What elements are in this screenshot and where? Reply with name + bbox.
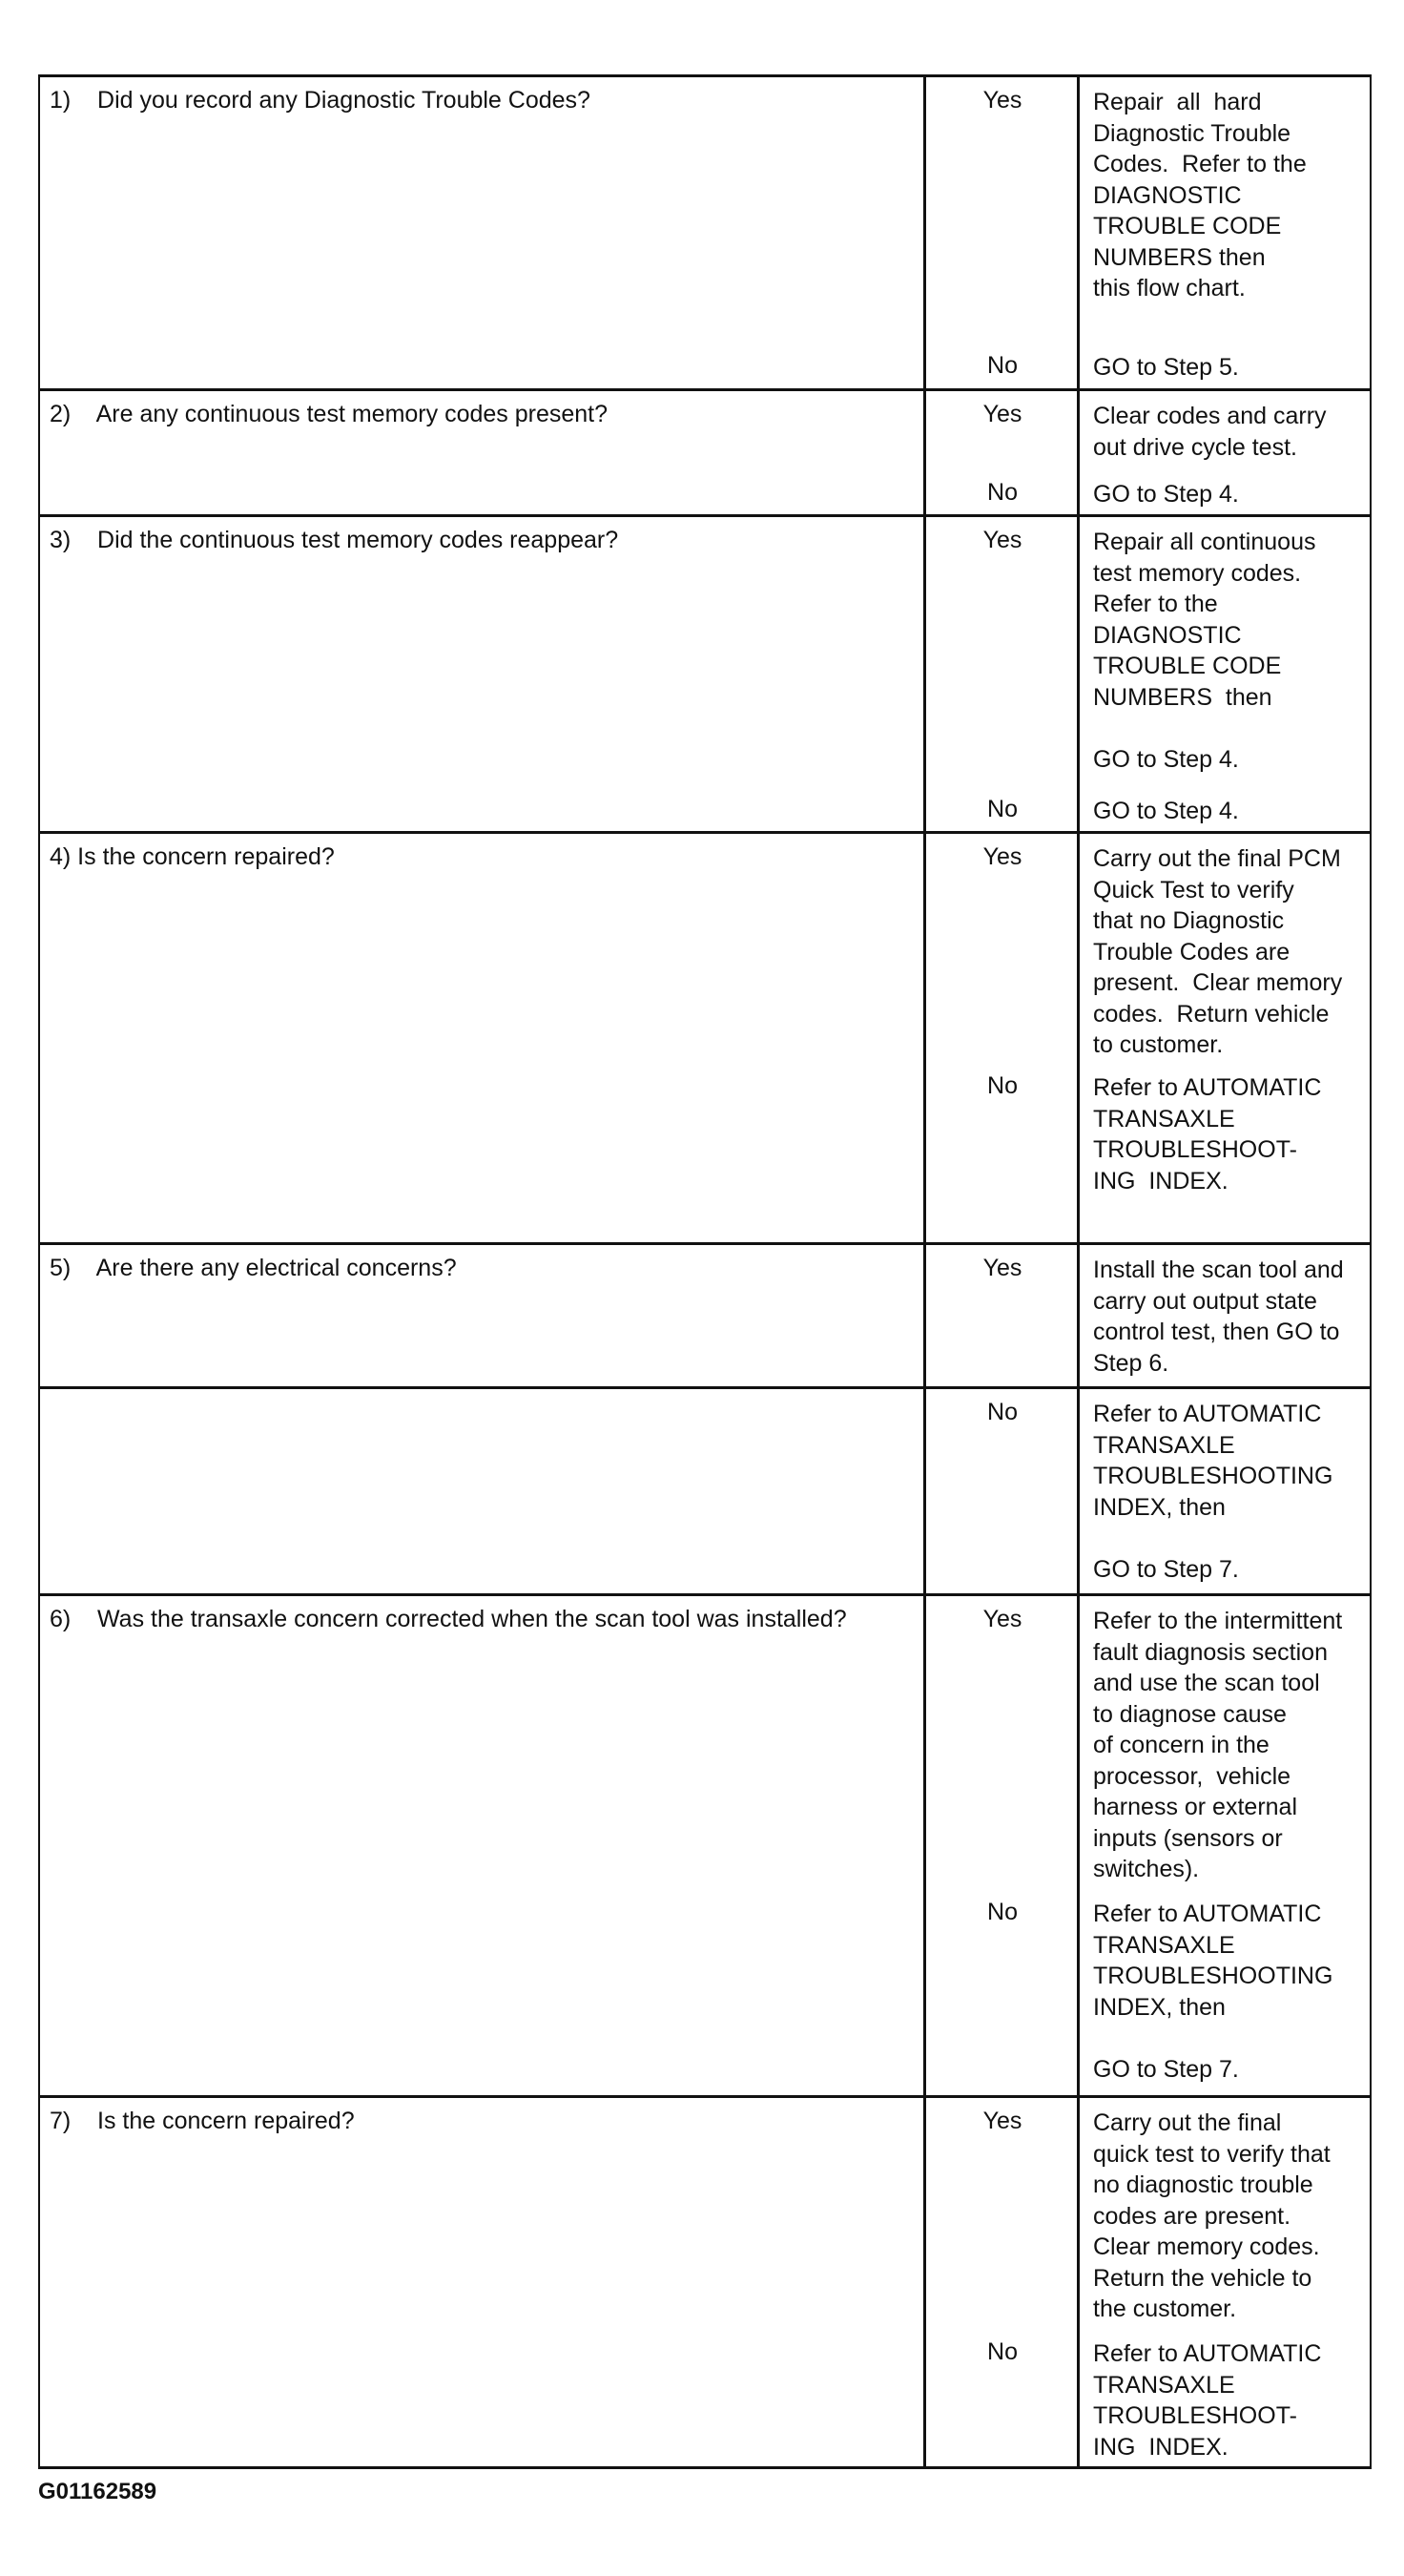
step-2-no-action: GO to Step 4.	[1093, 481, 1239, 508]
step-2-yes-label: Yes	[982, 401, 1022, 427]
step-5-no-label: No	[987, 1399, 1018, 1425]
step-6-question: 6) Was the transaxle concern corrected when the scan tool was installed?	[50, 1606, 847, 1632]
step-5-no-action: Refer to AUTOMATIC TRANSAXLE TROUBLESHOOTING INDEX, then GO to Step 7.	[1093, 1401, 1333, 1583]
step-7-yes-action: Carry out the final quick test to verify that no diagnostic trouble codes are present. Clear memory codes. Return the vehicle to the customer.	[1093, 2109, 1331, 2322]
step-4-yes-action: Carry out the final PCM Quick Test to verify that no Diagnostic Trouble Codes are present. Clear memory codes. Return vehicle to customer.	[1093, 845, 1343, 1058]
step-3-yes-label: Yes	[982, 527, 1022, 553]
step-6-no-label: No	[987, 1899, 1018, 1925]
step-5-yes-label: Yes	[982, 1255, 1022, 1281]
step-5-question: 5) Are there any electrical concerns?	[50, 1255, 457, 1281]
step-row-4	[40, 834, 1370, 1245]
step-6-yes-action: Refer to the intermittent fault diagnosis section and use the scan tool to diagnose cause of concern in the processor, vehicle harness or external inputs (sensors or switches).	[1093, 1608, 1343, 1882]
step-4-no-action: Refer to AUTOMATIC TRANSAXLE TROUBLESHOOT- ING INDEX.	[1093, 1074, 1322, 1195]
step-6-yes-label: Yes	[982, 1606, 1022, 1632]
step-3-yes-action: Repair all continuous test memory codes. Refer to the DIAGNOSTIC TROUBLE CODE NUMBERS then GO to Step 4.	[1093, 529, 1316, 773]
step-row-5-no	[40, 1389, 1370, 1596]
column-divider-answer	[923, 77, 926, 2466]
step-7-question: 7) Is the concern repaired?	[50, 2108, 355, 2134]
step-1-question: 1) Did you record any Diagnostic Trouble Codes?	[50, 87, 590, 114]
step-row-5-yes	[40, 1245, 1370, 1389]
column-divider-action	[1077, 77, 1080, 2466]
step-4-yes-label: Yes	[982, 843, 1022, 870]
step-row-6	[40, 1596, 1370, 2098]
step-1-yes-action: Repair all hard Diagnostic Trouble Codes. Refer to the DIAGNOSTIC TROUBLE CODE NUMBERS then this flow chart.	[1093, 89, 1307, 301]
step-row-2	[40, 391, 1370, 517]
diagnostic-flow-chart-table	[38, 74, 1372, 2469]
step-6-no-action: Refer to AUTOMATIC TRANSAXLE TROUBLESHOOTING INDEX, then GO to Step 7.	[1093, 1901, 1333, 2083]
figure-id-label: G01162589	[38, 2479, 157, 2504]
step-row-3	[40, 517, 1370, 834]
step-7-no-action: Refer to AUTOMATIC TRANSAXLE TROUBLESHOOT- ING INDEX.	[1093, 2340, 1322, 2461]
step-2-question: 2) Are any continuous test memory codes present?	[50, 401, 609, 427]
step-7-yes-label: Yes	[982, 2108, 1022, 2134]
step-row-7	[40, 2098, 1370, 2469]
step-4-no-label: No	[987, 1072, 1018, 1099]
step-3-no-action: GO to Step 4.	[1093, 798, 1239, 824]
step-row-1	[40, 77, 1370, 391]
step-3-question: 3) Did the continuous test memory codes reappear?	[50, 527, 619, 553]
step-7-no-label: No	[987, 2338, 1018, 2365]
step-4-question: 4) Is the concern repaired?	[50, 843, 335, 870]
step-5-yes-action: Install the scan tool and carry out output state control test, then GO to Step 6.	[1093, 1257, 1344, 1377]
step-1-no-label: No	[987, 352, 1018, 379]
step-2-no-label: No	[987, 479, 1018, 506]
step-1-yes-label: Yes	[982, 87, 1022, 114]
step-3-no-label: No	[987, 796, 1018, 822]
step-2-yes-action: Clear codes and carry out drive cycle test.	[1093, 403, 1327, 461]
step-1-no-action: GO to Step 5.	[1093, 354, 1239, 381]
